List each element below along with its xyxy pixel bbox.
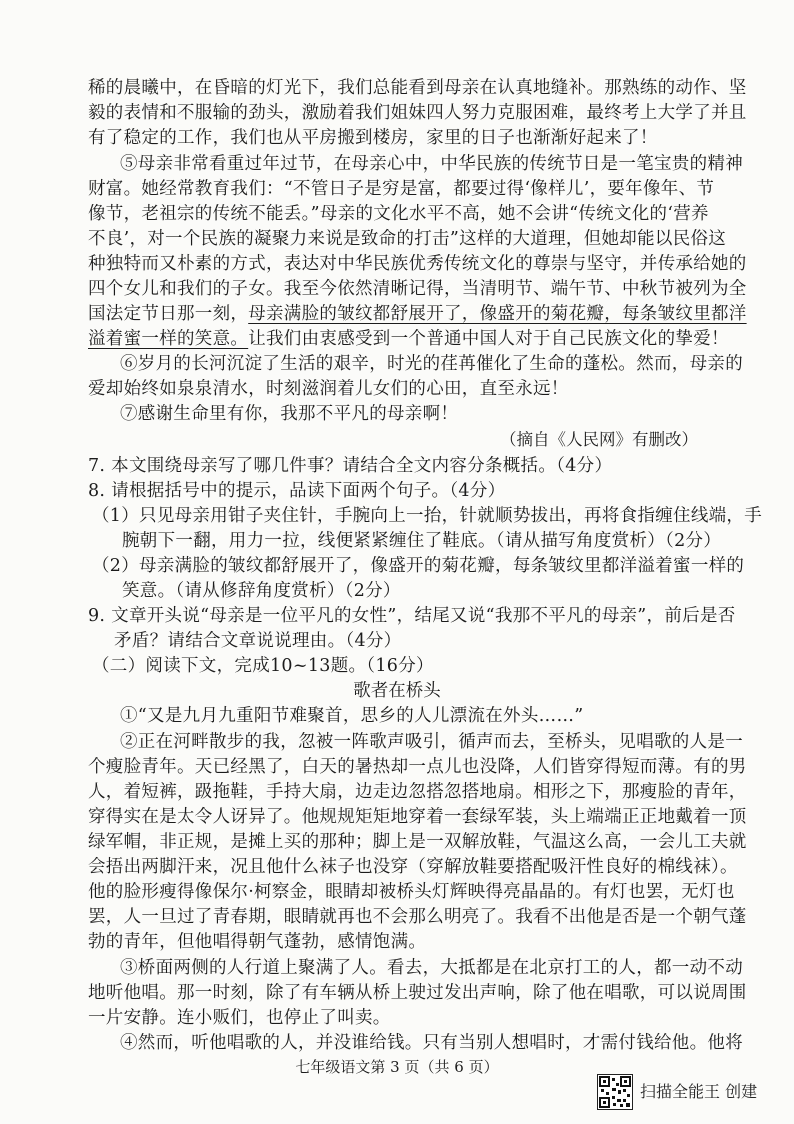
text-line: 一片安静。连小贩们，也停止了叫卖。: [88, 1008, 391, 1028]
text-line: [88, 327, 729, 351]
text-line: ⑥岁月的长河沉淀了生活的艰辛，时光的荏苒催化了生命的蓬松。然而，母亲的: [120, 354, 743, 374]
text-line: ⑤母亲非常看重过年过节，在母亲心中，中华民族的传统节日是一笔宝贵的精神: [120, 154, 743, 174]
question-9: 9. 文章开头说“母亲是一位平凡的女性”，结尾又说“我那不平凡的母亲”，前后是否: [88, 606, 736, 626]
text-line: 人，着短裤，趿拖鞋，手持大扇，边走边忽搭忽搭地扇。相形之下，那瘦脸的青年，: [88, 782, 747, 802]
text-line: 不良’，对一个民族的凝聚力来说是致命的打击”这样的大道理，但她却能以民俗这: [88, 229, 727, 249]
scanner-watermark: 扫描全能王 创建: [640, 1082, 758, 1101]
text-line: 有了稳定的工作，我们也从平房搬到楼房，家里的日子也渐渐好起来了！: [88, 128, 658, 148]
text-line: ②正在河畔散步的我，忽被一阵歌声吸引，循声而去，至桥头，见唱歌的人是一: [120, 732, 743, 752]
text-line: ④然而，听他唱歌的人，并没谁给钱。只有当别人想唱时，才需付钱给他。他将: [120, 1033, 743, 1053]
text-line: 会捂出两脚汗来，况且他什么袜子也没穿（穿解放鞋要搭配吸汗性良好的棉线袜）。: [88, 857, 738, 877]
text-segment: 国法定节日那一刻，: [88, 304, 249, 324]
text-line: 地听他唱。那一时刻，除了有车辆从桥上驶过发出声响，除了他在唱歌，可以说周围: [88, 983, 747, 1003]
question-7: 7. 本文围绕母亲写了哪几件事？请结合全文内容分条概括。（4分）: [88, 456, 613, 476]
text-line: ③桥面两侧的人行道上聚满了人。看去，大抵都是在北京打工的人，都一动不动: [120, 958, 743, 978]
text-line: 爱却始终如泉泉清水，时刻滋润着儿女们的心田，直至永远！: [88, 379, 569, 399]
text-line: 罢，人一旦过了青春期，眼睛就再也不会那么明亮了。我看不出他是否是一个朝气蓬: [88, 907, 747, 927]
qr-code-icon: [597, 1074, 633, 1110]
page-footer: 七年级语文第 3 页（共 6 页）: [295, 1058, 499, 1076]
underlined-sentence-end: 溢着蜜一样的笑意。: [88, 329, 249, 349]
section-heading: （二）阅读下文，完成10~13题。（16分）: [92, 656, 434, 676]
question-8-2: （2）母亲满脸的皱纹都舒展开了，像盛开的菊花瓣，每条皱纹里都洋溢着蜜一样的: [92, 556, 745, 576]
text-line: 四个女儿和我们的子女。我至今依然清晰记得，当清明节、端午节、中秋节被列为全: [88, 279, 747, 299]
text-line: 种独特而又朴素的方式，表达对中华民族优秀传统文化的尊崇与坚守，并传承给她的: [88, 254, 747, 274]
question-8-1-cont: 腕朝下一翻，用力一拉，线便紧紧缠住了鞋底。（请从描写角度赏析）（2分）: [122, 531, 722, 551]
text-line: 稀的晨曦中，在昏暗的灯光下，我们总能看到母亲在认真地缝补。那熟练的动作、坚: [88, 78, 747, 98]
text-line: ①“又是九月九重阳节难聚首，思乡的人儿漂流在外头……”: [120, 706, 584, 726]
article-title: 歌者在桥头: [353, 681, 441, 701]
text-line: 绿军帽，非正规，是摊上买的那种；脚上是一双解放鞋，气温这么高，一会儿工夫就: [88, 832, 747, 852]
text-line: 他的脸形瘦得像保尔·柯察金，眼睛却被桥头灯辉映得亮晶晶的。有灯也罢，无灯也: [88, 882, 735, 902]
text-line: ⑦感谢生命里有你，我那不平凡的母亲啊！: [120, 404, 459, 424]
text-line: [88, 302, 747, 326]
text-segment: 让我们由衷感受到一个普通中国人对于自己民族文化的挚爱！: [248, 329, 729, 349]
text-line: 勃的青年，但他唱得朝气蓬勃，感情饱满。: [88, 932, 427, 952]
question-8-2-cont: 笑意。（请从修辞角度赏析）（2分）: [122, 581, 401, 601]
text-line: 毅的表情和不服输的劲头，激励着我们姐妹四人努力克服困难，最终考上大学了并且: [88, 103, 747, 123]
text-line: 财富。她经常教育我们：“不管日子是穷是富，都要过得‘像样儿’，要年像年、节: [88, 179, 715, 199]
question-8-1: （1）只见母亲用钳子夹住针，手腕向上一抬，针就顺势拔出，再将食指缠住线端，手: [92, 506, 763, 526]
question-9-cont: 矛盾？请结合文章说说理由。（4分）: [114, 631, 402, 651]
text-line: 穿得实在是太令人讶异了。他规规矩矩地穿着一套绿军装，头上端端正正地戴着一顶: [88, 807, 747, 827]
underlined-sentence: 母亲满脸的皱纹都舒展开了，像盛开的菊花瓣，每条皱纹里都洋: [248, 304, 747, 324]
text-line: 像节，老祖宗的传统不能丢。”母亲的文化水平不高，她不会讲“传统文化的‘营养: [88, 204, 709, 224]
source-note: （摘自《人民网》有删改）: [500, 430, 698, 449]
question-8: 8. 请根据括号中的提示，品读下面两个句子。（4分）: [88, 481, 506, 501]
text-line: 个瘦脸青年。天已经黑了，白天的暑热却一点儿也没降，人们皆穿得短而薄。有的男: [88, 757, 747, 777]
